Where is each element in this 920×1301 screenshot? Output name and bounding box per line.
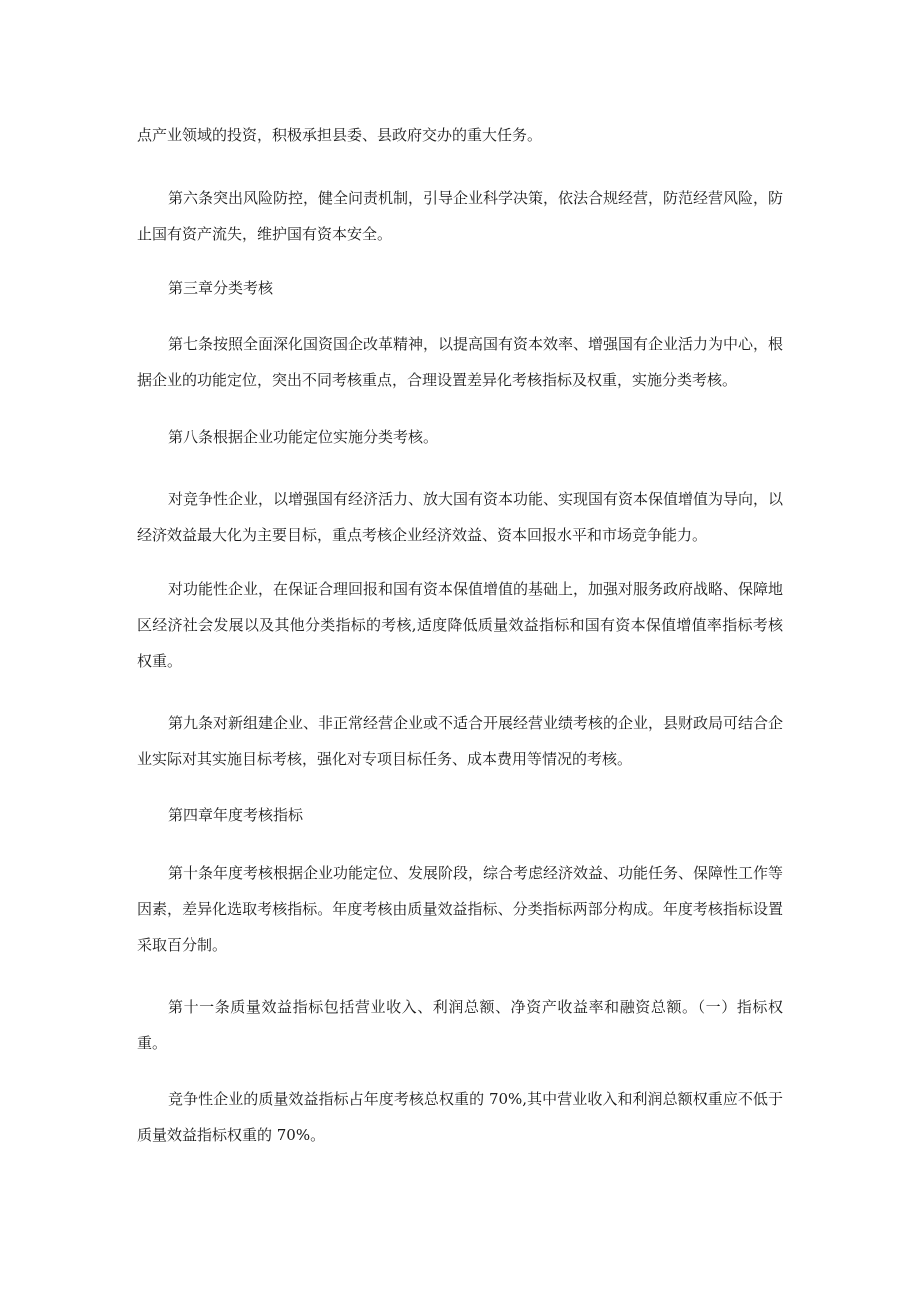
paragraph-competitive-weights: 竞争性企业的质量效益指标占年度考核总权重的 70%,其中营业收入和利润总额权重应不低于质量效益指标权重的 70%。 bbox=[137, 1090, 783, 1144]
paragraph-article-10: 第十条年度考核根据企业功能定位、发展阶段，综合考虑经济效益、功能任务、保障性工作等因素，差异化选取考核指标。年度考核由质量效益指标、分类指标两部分构成。年度考核指标设置采取百分制。 bbox=[137, 864, 784, 954]
paragraph-article-6: 第六条突出风险防控，健全问责机制，引导企业科学决策，依法合规经营，防范经营风险，防止国有资产流失，维护国有资本安全。 bbox=[137, 189, 784, 243]
chapter-4-heading: 第四章年度考核指标 bbox=[168, 806, 304, 824]
paragraph-article-8: 第八条根据企业功能定位实施分类考核。 bbox=[168, 428, 439, 446]
paragraph-article-7: 第七条按照全面深化国资国企改革精神，以提高国有资本效率、增强国有企业活力为中心，根据企业的功能定位，突出不同考核重点，合理设置差异化考核指标及权重，实施分类考核。 bbox=[137, 335, 784, 389]
paragraph-competitive-enterprises: 对竞争性企业，以增强国有经济活力、放大国有资本功能、实现国有资本保值增值为导向，以经济效益最大化为主要目标，重点考核企业经济效益、资本回报水平和市场竞争能力。 bbox=[137, 490, 784, 544]
paragraph-article-9: 第九条对新组建企业、非正常经营企业或不适合开展经营业绩考核的企业，县财政局可结合企业实际对其实施目标考核，强化对专项目标任务、成本费用等情况的考核。 bbox=[137, 714, 784, 768]
paragraph-functional-enterprises: 对功能性企业，在保证合理回报和国有资本保值增值的基础上，加强对服务政府战略、保障地区经济社会发展以及其他分类指标的考核,适度降低质量效益指标和国有资本保值增值率指标考核权重。 bbox=[137, 580, 784, 670]
paragraph-continuation: 点产业领域的投资，积极承担县委、县政府交办的重大任务。 bbox=[137, 126, 543, 144]
paragraph-article-11: 第十一条质量效益指标包括营业收入、利润总额、净资产收益率和融资总额。（一）指标权重。 bbox=[137, 998, 783, 1052]
chapter-3-heading: 第三章分类考核 bbox=[168, 279, 274, 297]
